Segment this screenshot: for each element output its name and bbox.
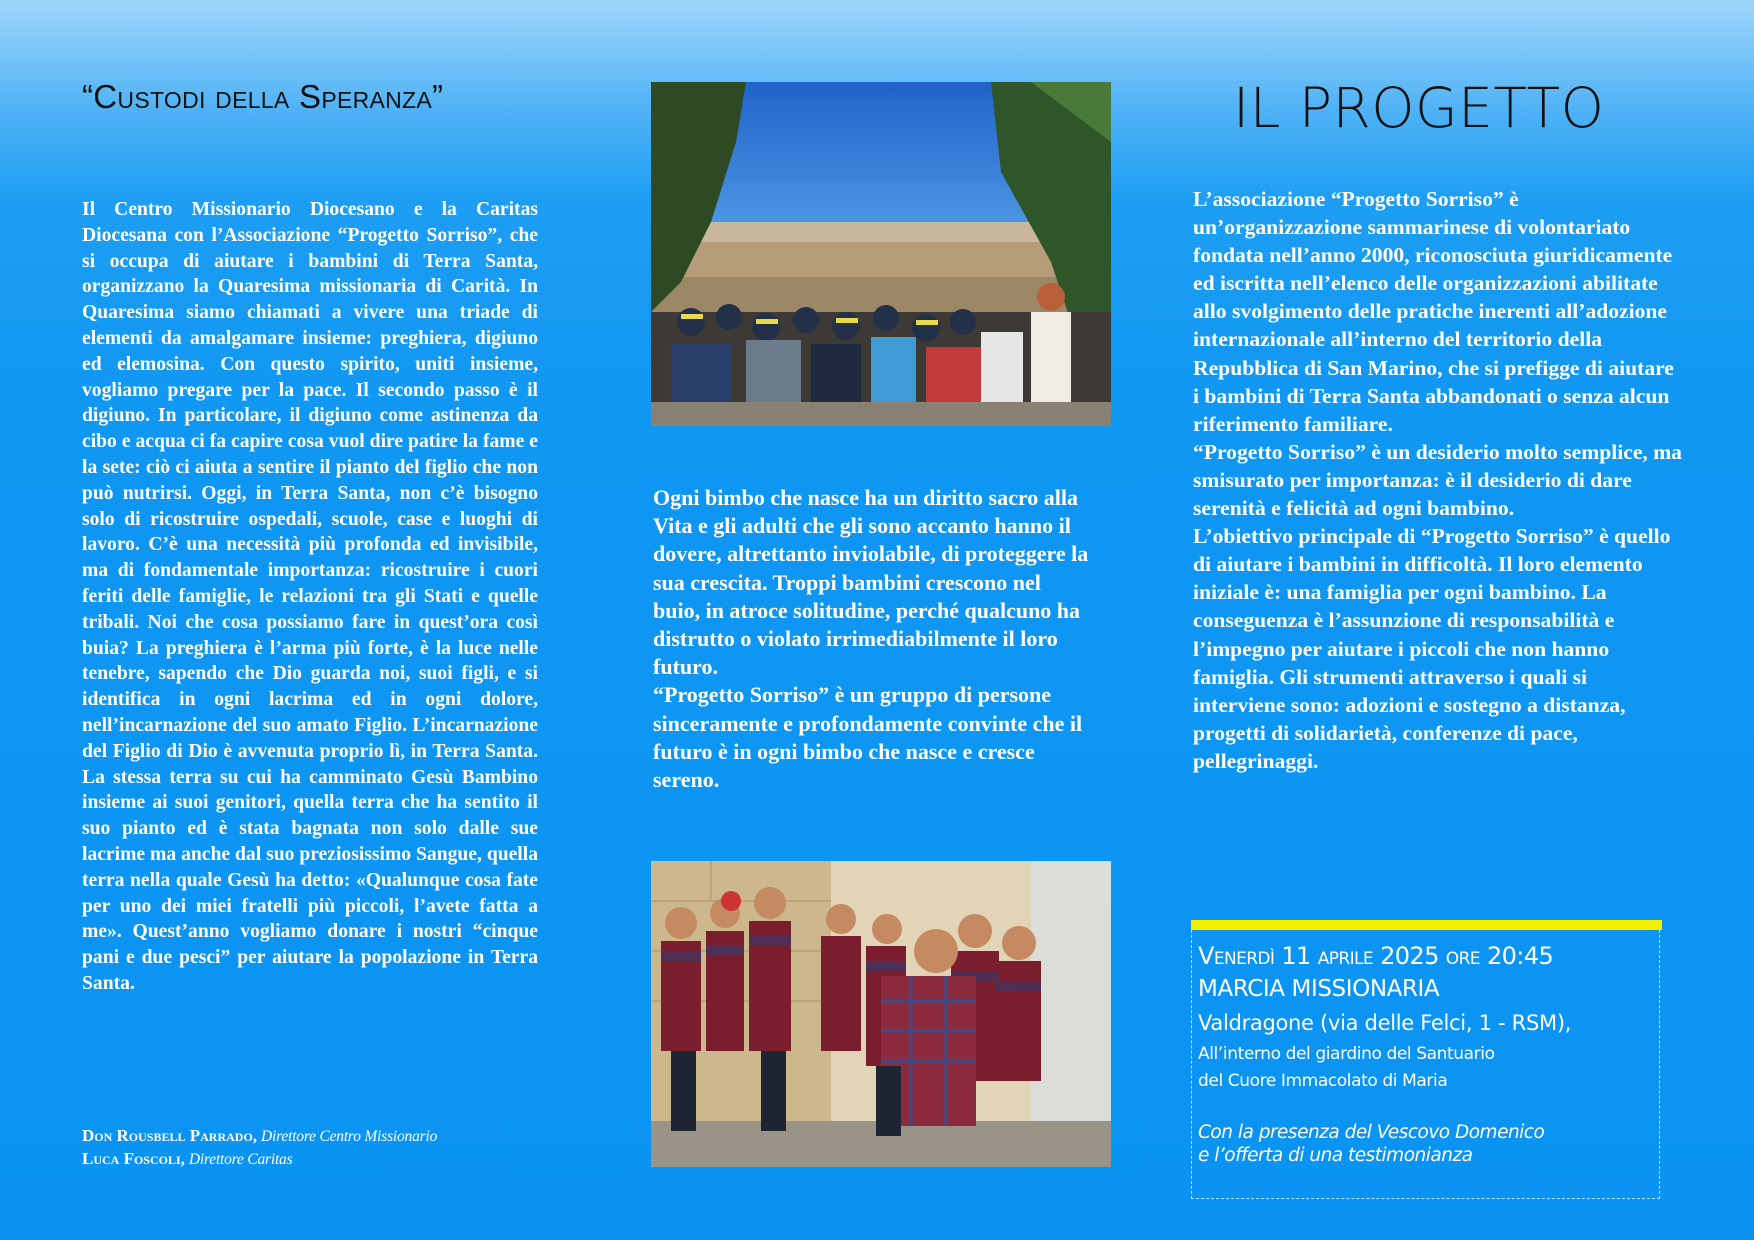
left-body-text: Il Centro Missionario Diocesano e la Caritas Diocesana con l’Associazione “Progetto Sorriso”, che si occupa di aiutare i bambini di Terra Santa, organizzano la Quaresima missionaria di Carità. In Quaresima siamo chiamati a vivere una triade di elementi da amalgamare insieme: preghiera, digiuno ed elemosina. Con questo spirito, uniti insieme, vogliamo pregare per la pace. Il secondo passo è il digiuno. In particolare, il digiuno come astinenza da cibo e acqua ci fa capire cosa vuol dire patire la fame e la sete: ciò ci aiuta a sentire il pianto del figlio che non può nutrirsi. Oggi, in Terra Santa, non c’è bisogno solo di ricostruire ospedali, scuole, case e luoghi di lavoro. C’è una necessità più profonda ed invisibile, ma di fondamentale importanza: ricostruire i cuori feriti delle famiglie, le relazioni tra gli Stati e quelle tribali. Noi che cosa possiamo fare in quest’ora così buia? La preghiera è l’arma più forte, è la luce nelle tenebre, sapendo che Dio guarda noi, suoi figli, e si identifica in ogni lacrima ed in ogni dolore, nell’incarnazione del suo amato Figlio. L’incarnazione del Figlio di Dio è avvenuta proprio lì, in Terra Santa. La stessa terra su cui ha camminato Gesù Bambino insieme ai suoi genitori, quella terra che ha sentito il suo pianto ed è stata bagnata non solo dalle sue lacrime ma anche dal suo preziosissimo Sangue, quella terra nella quale Gesù ha detto: «Qualunque cosa fate per uno dei miei fratelli più piccoli, l’avete fatta a me». Quest’anno vogliamo donare i nostri “cinque pani e due pesci” per aiutare la popolazione in Terra Santa. bbox=[82, 199, 538, 994]
middle-body-text bbox=[653, 484, 1093, 794]
photo-children bbox=[651, 861, 1111, 1167]
photo-pilgrims bbox=[651, 82, 1111, 426]
event-name: MARCIA MISSIONARIA bbox=[1198, 976, 1440, 1002]
event-highlight-bar bbox=[1191, 920, 1662, 930]
right-paragraph-3: L’obiettivo principale di “Progetto Sorriso” è quello di aiutare i bambini in difficoltà. Il loro elemento iniziale è: una famiglia per ogni bambino. La conseguenza è l’assunzione di responsabilità e l’impegno per aiutare i piccoli che non hanno famiglia. Gli strumenti attraverso i quali si interviene sono: adozioni e sostegno a distanza, progetti di solidarietà, conferenze di pace, pellegrinaggi. bbox=[1193, 524, 1671, 773]
event-place: Valdragone (via delle Felci, 1 - RSM), bbox=[1198, 1011, 1572, 1035]
middle-paragraph-1: Ogni bimbo che nasce ha un diritto sacro alla Vita e gli adulti che gli sono accanto hanno il dovere, altrettanto inviolabile, di proteggere la sua crescita. Troppi bambini crescono nel buio, in atroce solitudine, perché qualcuno ha distrutto o violato irrimediabilmente il loro futuro. bbox=[653, 485, 1089, 680]
signature-2 bbox=[82, 1149, 582, 1169]
left-title: “Custodi della Speranza” bbox=[82, 78, 444, 115]
event-box bbox=[1191, 930, 1660, 1199]
signature-2-role: Direttore Caritas bbox=[188, 1151, 293, 1168]
signature-2-name: Luca Foscoli, bbox=[82, 1149, 185, 1168]
right-body-text bbox=[1193, 185, 1683, 775]
signature-1-role: Direttore Centro Missionario bbox=[261, 1128, 438, 1145]
right-title: IL PROGETTO bbox=[1233, 76, 1605, 140]
event-note-2: e l’offerta di una testimonianza bbox=[1198, 1145, 1473, 1166]
signature-1-name: Don Rousbell Parrado, bbox=[82, 1126, 258, 1145]
event-detail-2: del Cuore Immacolato di Maria bbox=[1198, 1071, 1448, 1091]
signature-1 bbox=[82, 1126, 582, 1146]
event-date: Venerdì 11 aprile 2025 ore 20:45 bbox=[1198, 942, 1554, 970]
middle-paragraph-2: “Progetto Sorriso” è un gruppo di persone sinceramente e profondamente convinte che il futuro è in ogni bimbo che nasce e cresce sereno. bbox=[653, 682, 1083, 793]
event-detail-1: All’interno del giardino del Santuario bbox=[1198, 1044, 1495, 1064]
event-note-1: Con la presenza del Vescovo Domenico bbox=[1198, 1122, 1545, 1143]
right-paragraph-1: L’associazione “Progetto Sorriso” è un’organizzazione sammarinese di volontariato fondata nell’anno 2000, riconosciuta giuridicamente ed iscritta nell’elenco delle organizzazioni abilitate allo svolgimento delle pratiche inerenti all’adozione internazionale all’interno del territorio della Repubblica di San Marino, che si prefigge di aiutare i bambini di Terra Santa abbandonati o senza alcun riferimento familiare. bbox=[1193, 187, 1674, 436]
right-paragraph-2: “Progetto Sorriso” è un desiderio molto semplice, ma smisurato per importanza: è il desiderio di dare serenità e felicità ad ogni bambino. bbox=[1193, 439, 1682, 521]
